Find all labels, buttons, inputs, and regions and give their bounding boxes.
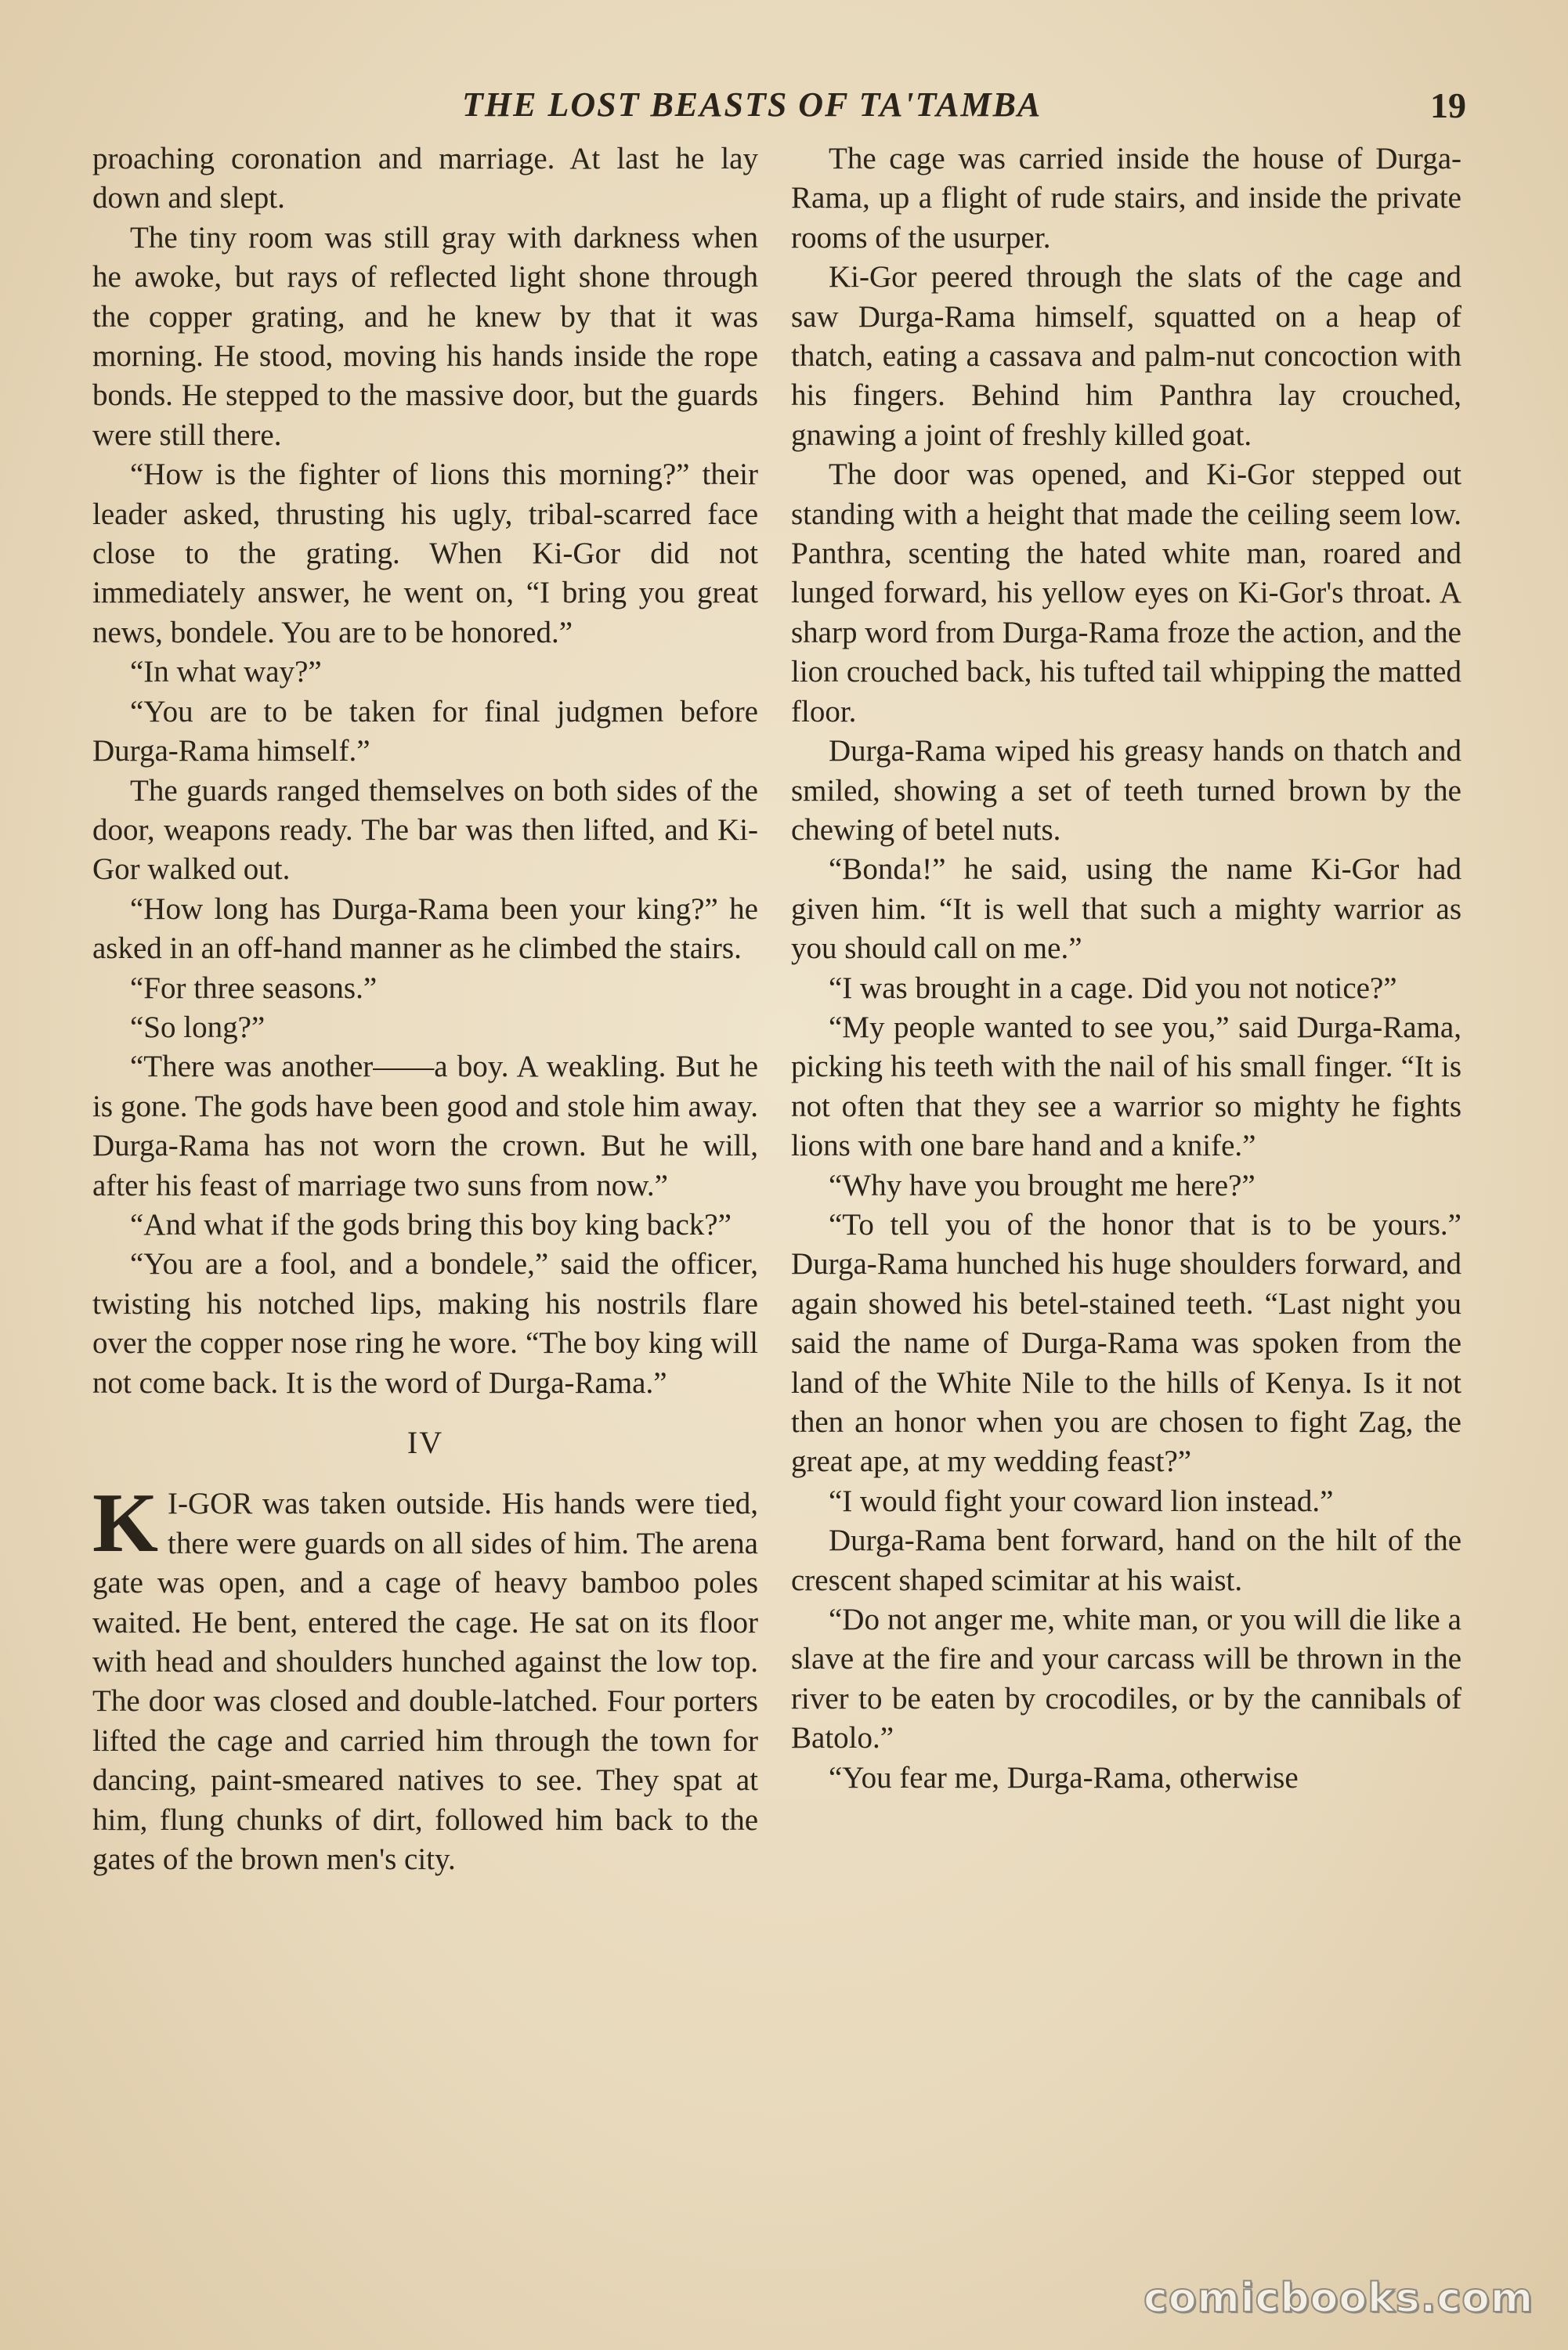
paragraph: “How is the fighter of lions this morning?” their leader asked, thrusting his ugly, tribal-scarred face close to the grating. When Ki-Gor did not immediately answer, he went on, “I bring you great news, bondele. You are to be honored.” <box>92 457 758 649</box>
paragraph: Durga-Rama bent forward, hand on the hilt of the crescent shaped scimitar at his waist. <box>791 1524 1461 1597</box>
right-column <box>791 139 1461 1798</box>
paragraph: The door was opened, and Ki-Gor stepped out standing with a height that made the ceiling seem low. Panthra, scenting the hated white man, roared and lunged forward, his yellow eyes on Ki-Gor's throat. A sharp word from Durga-Rama froze the action, and the lion crouched back, his tufted tail whipping the matted floor. <box>791 457 1461 728</box>
paragraph: “There was another——a boy. A weakling. But he is gone. The gods have been good and stole him away. Durga-Rama has not worn the crown. But he will, after his feast of marriage two suns from now.” <box>92 1050 758 1202</box>
paragraph: “I was brought in a cage. Did you not notice?” <box>829 971 1397 1005</box>
dropcap-paragraph <box>92 1477 758 1879</box>
dropcap-paragraph-text: I-GOR was taken outside. His hands were tied, there were guards on all sides of him. The arena gate was open, and a cage of heavy bamboo poles waited. He bent, entered the cage. He sat on its floor with head and shoulders hunched against the low top. The door was closed and double-latched. Four porters lifted the cage and carried him through the town for dancing, paint-smeared natives to see. They spat at him, flung chunks of dirt, followed him back to the gates of the brown men's city. <box>92 1487 758 1877</box>
running-head-title: THE LOST BEASTS OF TA'TAMBA <box>462 85 1042 124</box>
paragraph: “And what if the gods bring this boy king back?” <box>130 1207 732 1242</box>
paragraph: “So long?” <box>130 1010 266 1044</box>
left-column <box>92 139 758 1879</box>
page-number: 19 <box>1430 85 1466 125</box>
drop-cap: K <box>92 1477 159 1571</box>
paragraph: “You fear me, Durga-Rama, otherwise <box>829 1760 1299 1795</box>
section-number: IV <box>406 1425 444 1460</box>
paragraph: “For three seasons.” <box>130 971 378 1005</box>
paragraph: The tiny room was still gray with darkness when he awoke, but rays of reflected light shone through the copper grating, and he knew by that it was morning. He stood, moving his hands inside the rope bonds. He stepped to the massive door, but the guards were still there. <box>92 220 758 452</box>
paragraph: “My people wanted to see you,” said Durga-Rama, picking his teeth with the nail of his small finger. “It is not often that they see a warrior so mighty he fights lions with one bare hand and a knife.” <box>791 1010 1461 1163</box>
paragraph: “Bonda!” he said, using the name Ki-Gor had given him. “It is well that such a mighty warrior as you should call on me.” <box>791 852 1461 966</box>
paragraph: “How long has Durga-Rama been your king?” he asked in an off-hand manner as he climbed the stairs. <box>92 891 758 966</box>
paragraph: Durga-Rama wiped his greasy hands on thatch and smiled, showing a set of teeth turned brown by the chewing of betel nuts. <box>791 734 1461 847</box>
watermark: comicbooks.com <box>1143 2275 1534 2322</box>
paragraph: Ki-Gor peered through the slats of the cage and saw Durga-Rama himself, squatted on a heap of thatch, eating a cassava and palm-nut concoction with his fingers. Behind him Panthra lay crouched, gnawing a joint of freshly killed goat. <box>791 260 1461 452</box>
paragraph: proaching coronation and marriage. At last he lay down and slept. <box>92 142 758 215</box>
paragraph: “Do not anger me, white man, or you will die like a slave at the fire and your carcass will be thrown in the river to be eaten by crocodiles, or by the cannibals of Batolo.” <box>791 1603 1461 1755</box>
paragraph: “I would fight your coward lion instead.” <box>829 1484 1334 1518</box>
paragraph: “You are a fool, and a bondele,” said the officer, twisting his notched lips, making his nostrils flare over the copper nose ring he wore. “The boy king will not come back. It is the word of Durga-Rama.” <box>92 1247 758 1400</box>
paragraph: “You are to be taken for final judgmen before Durga-Rama himself.” <box>92 694 758 768</box>
paragraph: The guards ranged themselves on both sides of the door, weapons ready. The bar was then lifted, and Ki-Gor walked out. <box>92 773 758 887</box>
paragraph: “Why have you brought me here?” <box>829 1168 1255 1202</box>
paragraph: “To tell you of the honor that is to be yours.” Durga-Rama hunched his huge shoulders forward, and again showed his betel-stained teeth. “Last night you said the name of Durga-Rama was spoken from the land of the White Nile to the hills of Kenya. Is it not then an honor when you are chosen to fight Zag, the great ape, at my wedding feast?” <box>791 1207 1461 1479</box>
paragraph: The cage was carried inside the house of Durga-Rama, up a flight of rude stairs, and inside the private rooms of the usurper. <box>791 142 1461 255</box>
paragraph: “In what way?” <box>130 655 322 689</box>
